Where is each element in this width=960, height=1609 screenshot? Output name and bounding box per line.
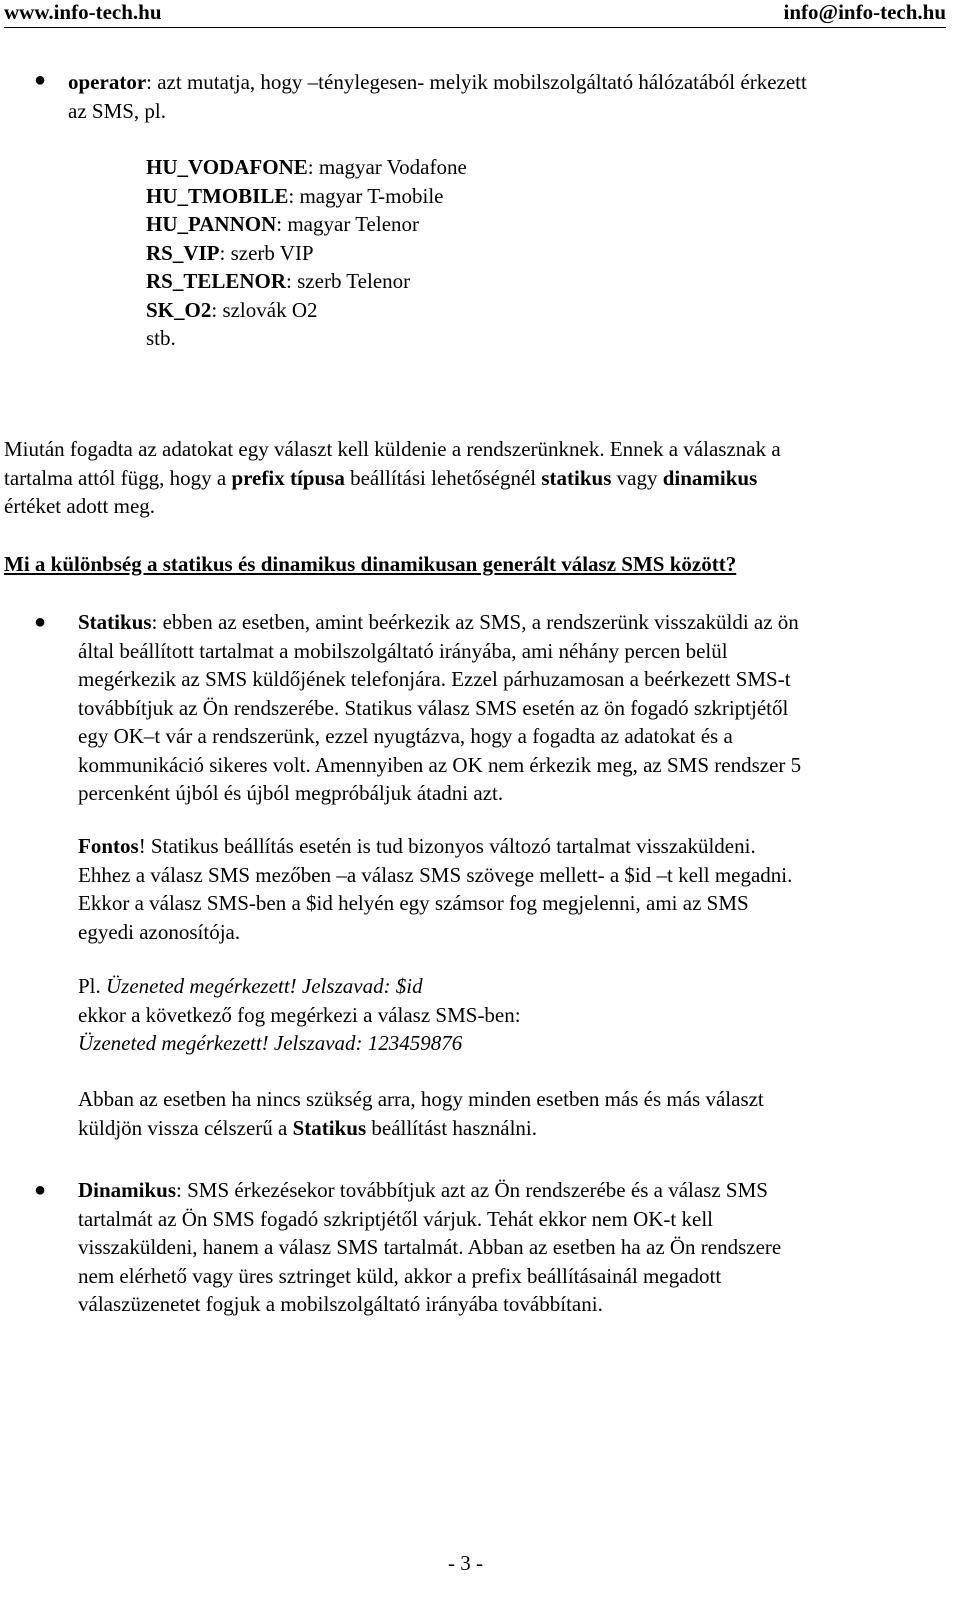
page-number: - 3 -: [448, 1551, 483, 1575]
statikus-paragraph: Statikus: ebben az esetben, amint beérkezik az SMS, a rendszerünk visszaküldi az ön által beállított tartalmat a mobilszolgáltató irányába, ami néhány percen belül megérkezik az SMS küldőjének telefonjára. Ezzel párhuzamosan a beérkezett SMS-t továbbítjuk az Ön rendszerébe. Statikus válasz SMS esetén az ön fogadó szkriptjétől egy OK–t vár a rendszerünk, ezzel nyugtázva, hogy a fogadta az adatokat és a kommunikáció sikeres volt. Amennyiben az OK nem érkezik meg, az SMS rendszer 5 percenként újból és újból megpróbáljuk átadni azt.: [78, 610, 802, 805]
example-block: Pl. Üzeneted megérkezett! Jelszavad: $id ekkor a következő fog megérkezi a válasz SMS-ben: Üzeneted megérkezett! Jelszavad: 123459876: [78, 974, 521, 1055]
bullet-icon: ●: [34, 611, 47, 633]
operator-item: RS_VIP: szerb VIP: [146, 240, 314, 265]
operator-item: SK_O2: szlovák O2: [146, 297, 318, 322]
page-header: [4, 0, 946, 28]
bullet-icon: ●: [34, 69, 47, 91]
operator-list: [146, 153, 467, 353]
example-result: Üzeneted megérkezett! Jelszavad: 123459876: [78, 1031, 463, 1055]
operator-item: HU_TMOBILE: magyar T-mobile: [146, 183, 444, 208]
abban-paragraph: Abban az esetben ha nincs szükség arra, hogy minden esetben más és más választ küldjön vissza célszerű a Statikus beállítást használni.: [78, 1087, 764, 1140]
operator-term: operator: [68, 70, 147, 94]
header-email: info@info-tech.hu: [783, 0, 946, 24]
example-template: Üzeneted megérkezett! Jelszavad: $id: [106, 974, 423, 998]
operator-item: RS_TELENOR: szerb Telenor: [146, 269, 411, 293]
bullet-icon: ●: [34, 1179, 47, 1201]
operator-bullet: operator: azt mutatja, hogy –ténylegesen- melyik mobilszolgáltató hálózatából érkezett az SMS, pl.: [68, 70, 807, 123]
operator-etc: stb.: [146, 326, 176, 350]
operator-item: HU_VODAFONE: magyar Vodafone: [146, 155, 467, 179]
operator-item: HU_PANNON: magyar Telenor: [146, 212, 420, 236]
section-heading: Mi a különbség a statikus és dinamikus dinamikusan generált válasz SMS között?: [4, 552, 737, 576]
fontos-paragraph: Fontos! Statikus beállítás esetén is tud bizonyos változó tartalmat visszaküldeni. Ehhez a válasz SMS mezőben –a válasz SMS szövege mellett- a $id –t kell megadni. Ekkor a válasz SMS-ben a $id helyén egy számsor fog megjelenni, ami az SMS egyedi azonosítója.: [78, 834, 793, 944]
dinamikus-paragraph: Dinamikus: SMS érkezésekor továbbítjuk azt az Ön rendszerébe és a válasz SMS tartalmát az Ön SMS fogadó szkriptjétől várjuk. Tehát ekkor nem OK-t kell visszaküldeni, hanem a válasz SMS tartalmát. Abban az esetben ha az Ön rendszere nem elérhető vagy üres sztringet küld, akkor a prefix beállításainál megadott válaszüzenetet fogjuk a mobilszolgáltató irányába továbbítani.: [78, 1178, 782, 1316]
header-website: www.info-tech.hu: [4, 0, 162, 24]
intro-paragraph: Miután fogadta az adatokat egy választ kell küldenie a rendszerünknek. Ennek a válasznak a tartalma attól függ, hogy a prefix típusa beállítási lehetőségnél statikus vagy dinamikus értéket adott meg.: [4, 437, 781, 518]
